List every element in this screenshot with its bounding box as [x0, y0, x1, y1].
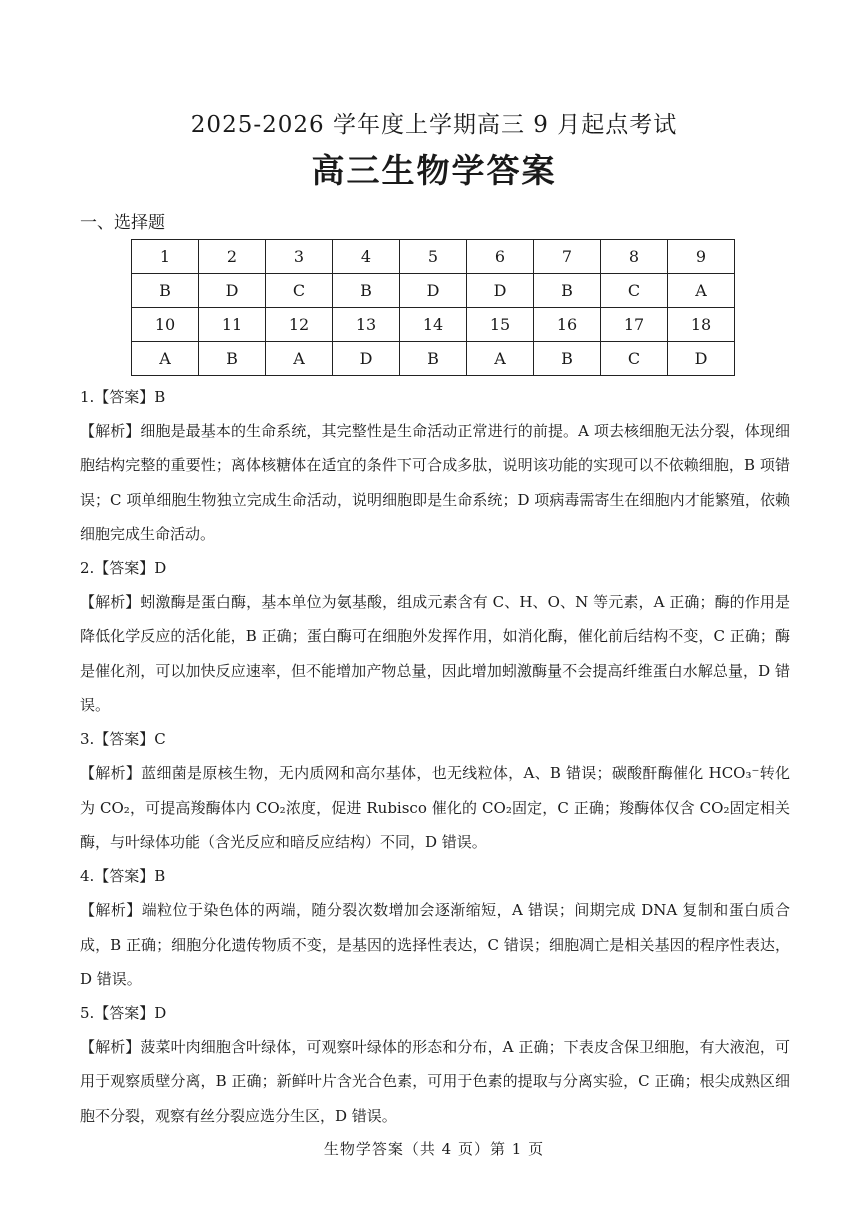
- question-number-cell: 6: [467, 240, 534, 274]
- subject-title: 高三生物学答案: [311, 151, 557, 190]
- explanation-paragraph: 【解析】菠菜叶肉细胞含叶绿体，可观察叶绿体的形态和分布，A 正确；下表皮含保卫细胞，有大液泡，可用于观察质壁分离，B 正确；新鲜叶片含光合色素，可用于色素的提取与分离实验，C 正确；根尖成熟区细胞不分裂，观察有丝分裂应选分生区，D 错误。: [80, 1038, 790, 1125]
- answer-line: 4.【答案】B: [80, 867, 166, 886]
- answer-cell: D: [467, 274, 534, 308]
- answer-cell: A: [132, 342, 199, 376]
- answer-line: 2.【答案】D: [80, 559, 167, 578]
- question-number-cell: 9: [668, 240, 735, 274]
- explanation-paragraph: 【解析】细胞是最基本的生命系统，其完整性是生命活动正常进行的前提。A 项去核细胞无法分裂，体现细胞结构完整的重要性；离体核糖体在适宜的条件下可合成多肽，说明该功能的实现可以不依赖细胞，B 项错误；C 项单细胞生物独立完成生命活动，说明细胞即是生命系统；D 项病毒需寄生在细胞内才能繁殖，依赖细胞完成生命活动。: [80, 422, 790, 543]
- question-number-cell: 17: [601, 308, 668, 342]
- section-heading: 一、选择题: [80, 213, 165, 233]
- answer-cell: C: [601, 342, 668, 376]
- answer-cell: D: [668, 342, 735, 376]
- explanation-paragraph: 【解析】蓝细菌是原核生物，无内质网和高尔基体，也无线粒体，A、B 错误；碳酸酐酶催化 HCO₃⁻转化为 CO₂，可提高羧酶体内 CO₂浓度，促进 Rubisco 催化的 CO₂固定，C 正确；羧酶体仅含 CO₂固定相关酶，与叶绿体功能（含光反应和暗反应结构）不同，D 错误。: [80, 764, 790, 851]
- question-number-cell: 14: [400, 308, 467, 342]
- answer-cell: C: [266, 274, 333, 308]
- table-row: [132, 274, 735, 308]
- exam-title: 2025-2026 学年度上学期高三 9 月起点考试: [190, 112, 678, 138]
- table-row: [132, 240, 735, 274]
- answer-line: 3.【答案】C: [80, 730, 166, 749]
- explanation-paragraph: 【解析】端粒位于染色体的两端，随分裂次数增加会逐渐缩短，A 错误；间期完成 DNA 复制和蛋白质合成，B 正确；细胞分化遗传物质不变，是基因的选择性表达，C 错误；细胞凋亡是相关基因的程序性表达，D 错误。: [80, 901, 790, 988]
- table-row: [132, 308, 735, 342]
- explanation-paragraph: 【解析】蚓激酶是蛋白酶，基本单位为氨基酸，组成元素含有 C、H、O、N 等元素，A 正确；酶的作用是降低化学反应的活化能，B 正确；蛋白酶可在细胞外发挥作用，如消化酶，催化前后结构不变，C 正确；酶是催化剂，可以加快反应速率，但不能增加产物总量，因此增加蚓激酶量不会提高纤维蛋白水解总量，D 错误。: [80, 593, 790, 715]
- table-row: [132, 342, 735, 376]
- question-number-cell: 11: [199, 308, 266, 342]
- question-number-cell: 8: [601, 240, 668, 274]
- question-number-cell: 2: [199, 240, 266, 274]
- question-number-cell: 3: [266, 240, 333, 274]
- answer-table: [131, 239, 735, 376]
- answer-cell: D: [400, 274, 467, 308]
- answer-cell: D: [199, 274, 266, 308]
- question-number-cell: 15: [467, 308, 534, 342]
- question-number-cell: 16: [534, 308, 601, 342]
- answer-cell: A: [266, 342, 333, 376]
- answer-cell: B: [132, 274, 199, 308]
- question-number-cell: 1: [132, 240, 199, 274]
- answer-cell: B: [199, 342, 266, 376]
- answer-cell: B: [400, 342, 467, 376]
- question-number-cell: 4: [333, 240, 400, 274]
- answer-cell: C: [601, 274, 668, 308]
- answer-cell: D: [333, 342, 400, 376]
- answer-cell: B: [333, 274, 400, 308]
- answer-cell: A: [467, 342, 534, 376]
- question-number-cell: 7: [534, 240, 601, 274]
- page-footer: 生物学答案（共 4 页）第 1 页: [323, 1140, 545, 1158]
- question-number-cell: 13: [333, 308, 400, 342]
- answer-line: 1.【答案】B: [80, 388, 166, 406]
- answer-cell: B: [534, 342, 601, 376]
- question-number-cell: 18: [668, 308, 735, 342]
- question-number-cell: 5: [400, 240, 467, 274]
- question-number-cell: 10: [132, 308, 199, 342]
- answer-line: 5.【答案】D: [80, 1004, 167, 1023]
- answer-cell: A: [668, 274, 735, 308]
- answer-cell: B: [534, 274, 601, 308]
- explanations: [80, 380, 790, 1133]
- question-number-cell: 12: [266, 308, 333, 342]
